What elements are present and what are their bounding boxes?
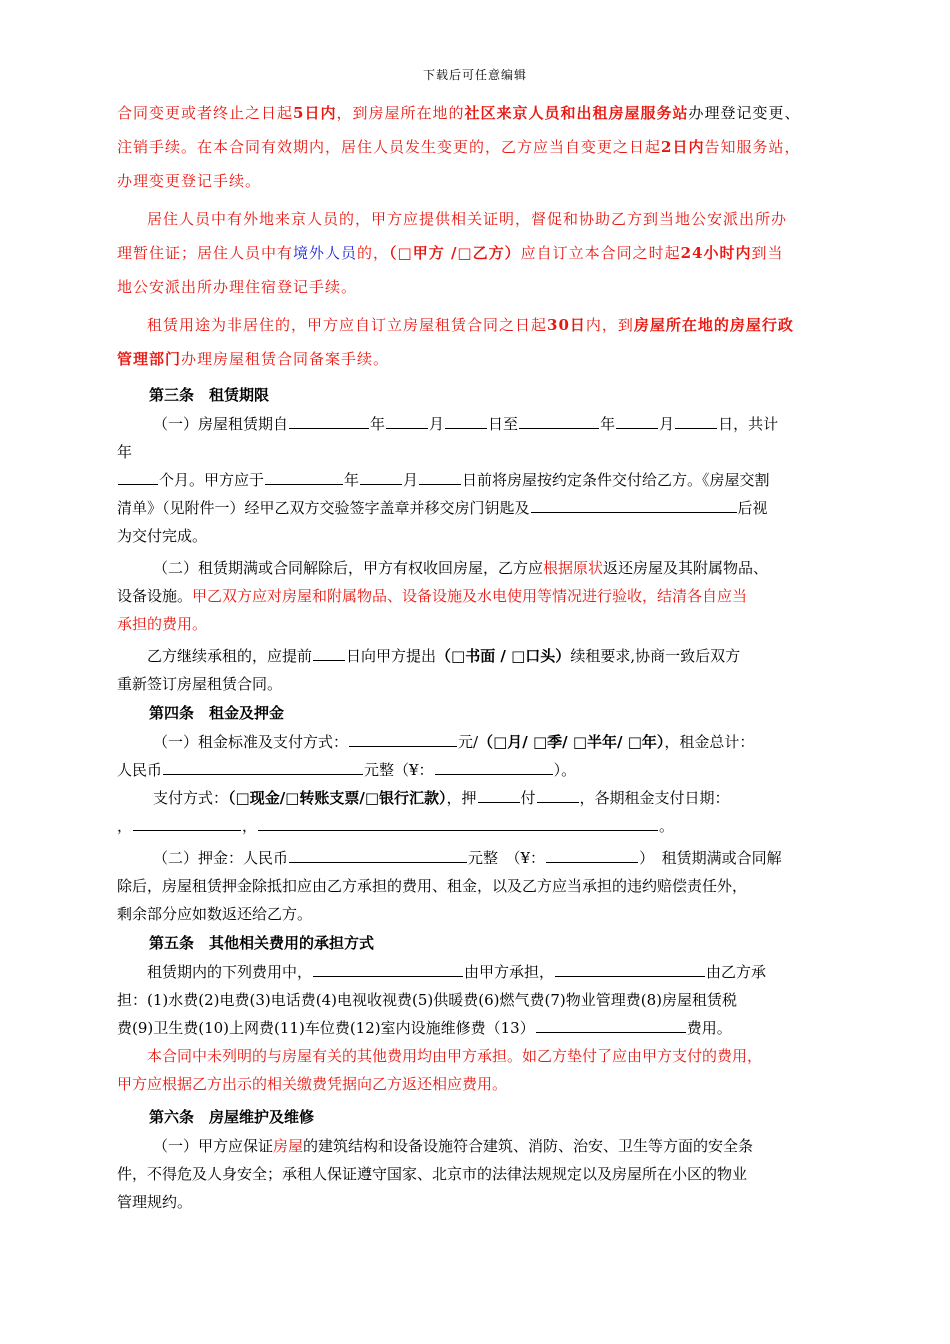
checkbox-option-text: （□书面 / □口头） (436, 647, 571, 665)
text: 月 (429, 415, 445, 433)
text: （一）房屋租赁期自 (153, 415, 289, 433)
article-4-body (117, 728, 837, 928)
text: 元整 （¥： (468, 849, 546, 867)
blank-field[interactable] (313, 645, 345, 661)
article-5-title: 第五条 其他相关费用的承担方式 (149, 934, 375, 952)
text: 人民币 (117, 761, 163, 779)
blank-field[interactable] (349, 731, 457, 747)
text: 合同变更或者终止之日起 (117, 104, 294, 122)
text: 居住人员中有外地来京人员的，甲方应提供相关证明，督促和协助乙方到当地公安派出所办 (147, 210, 788, 228)
text: ）。 (553, 761, 577, 779)
text-red: 本合同中未列明的与房屋有关的其他费用均由甲方承担。如乙方垫付了应由甲方支付的费用， (147, 1047, 763, 1065)
text: 个月。甲方应于 (159, 471, 265, 489)
blank-field[interactable] (118, 469, 158, 485)
text: ） 租赁期满或合同解 (639, 849, 782, 867)
residence-registration-paragraph (117, 202, 837, 304)
blank-field[interactable] (531, 497, 737, 513)
text-bold: 房屋所在地的房屋行政 (633, 316, 794, 334)
blank-field[interactable] (289, 413, 369, 429)
text: 清单》（见附件一）经甲乙双方交验签字盖章并移交房门钥匙及 (117, 499, 530, 517)
text: 元整（¥： (364, 761, 434, 779)
filing-paragraph (117, 308, 837, 376)
text-red: 甲乙双方应对房屋和附属物品、设备设施及水电使用等情况进行验收，结清各自应当 (192, 587, 748, 605)
text: （一）甲方应保证 (153, 1137, 274, 1155)
text: ，到房屋所在地的 (336, 104, 465, 122)
text: 元/ (458, 733, 479, 751)
text-bold: 社区来京人员和出租房屋服务站 (464, 104, 689, 122)
text: 重新签订房屋租赁合同。 (117, 675, 283, 693)
text: 理暂住证；居住人员中有 (117, 244, 294, 262)
blank-field[interactable] (478, 787, 520, 803)
text: 租赁用途为非居住的，甲方应自订立房屋租赁合同之日起 (147, 316, 548, 334)
text: 注销手续。在本合同有效期内，居住人员发生变更的，乙方应当自变更之日起 (117, 138, 662, 156)
text-bold: 管理部门 (117, 350, 182, 368)
text: 由乙方承 (706, 963, 767, 981)
text-red: 房屋 (273, 1137, 304, 1155)
text: 告知服务站， (704, 138, 801, 156)
text: ，押 (446, 789, 477, 807)
text: 办理房屋租赁合同备案手续。 (181, 350, 390, 368)
checkbox-option-text: （□现金/□转账支票/□银行汇款） (228, 789, 447, 807)
text: 后视 (737, 499, 768, 517)
blank-field[interactable] (546, 847, 638, 863)
blank-field[interactable] (386, 413, 428, 429)
text-red: 根据原状 (543, 559, 604, 577)
text: 费(9)卫生费(10)上网费(11)车位费(12)室内设施维修费（13） (117, 1019, 535, 1037)
text: 剩余部分应如数返还给乙方。 (117, 905, 313, 923)
text: 日前将房屋按约定条件交付给乙方。《房屋交割 (462, 471, 770, 489)
text: ， (242, 817, 258, 835)
text: 。 (659, 817, 675, 835)
text: （二）租赁期满或合同解除后，甲方有权收回房屋，乙方应 (153, 559, 544, 577)
text: 年 (344, 471, 360, 489)
text: 年 (370, 415, 386, 433)
blank-field[interactable] (360, 469, 402, 485)
blank-field[interactable] (519, 413, 599, 429)
text: 办理登记变更、 (688, 104, 801, 122)
text: ，各期租金支付日期： (579, 789, 730, 807)
checkbox-option-text: （□月/ □季/ □半年/ □年） (478, 733, 665, 751)
text: 续租要求,协商一致后双方 (570, 647, 741, 665)
text: 设备设施。 (117, 587, 193, 605)
text-bold: 30日 (547, 316, 586, 334)
text: 除后，房屋租赁押金除抵扣应由乙方承担的费用、租金，以及乙方应当承担的违约赔偿责任外， (117, 877, 748, 895)
text: ， (117, 817, 133, 835)
article-3-body (117, 410, 837, 698)
text: 到当 (751, 244, 784, 262)
text: 日，共计 (718, 415, 779, 433)
checkbox-option-text: （□甲方 /□乙方） (389, 244, 521, 262)
article-6-body (117, 1132, 837, 1216)
blank-field[interactable] (419, 469, 461, 485)
article-3-title: 第三条 租赁期限 (149, 386, 270, 404)
article-5-body (117, 958, 837, 1098)
text: 月 (403, 471, 419, 489)
text-red: 承担的费用。 (117, 615, 208, 633)
text: 管理规约。 (117, 1193, 193, 1211)
text: 支付方式： (153, 789, 229, 807)
registration-change-paragraph (117, 96, 837, 198)
text: 的建筑结构和设备设施符合建筑、消防、治安、卫生等方面的安全条 (303, 1137, 754, 1155)
blank-field[interactable] (536, 1017, 686, 1033)
blank-field[interactable] (258, 815, 658, 831)
text: 件，不得危及人身安全；承租人保证遵守国家、北京市的法律法规规定以及房屋所在小区的物业 (117, 1165, 748, 1183)
text: 内，到 (585, 316, 634, 334)
blank-field[interactable] (313, 961, 463, 977)
text: 租赁期内的下列费用中， (147, 963, 313, 981)
blank-field[interactable] (133, 815, 241, 831)
text-red: 甲方应根据乙方出示的相关缴费凭据向乙方返还相应费用。 (117, 1075, 508, 1093)
blank-field[interactable] (163, 759, 363, 775)
blank-field[interactable] (537, 787, 579, 803)
text: 年 (117, 443, 133, 461)
text: 日向甲方提出 (346, 647, 437, 665)
text: 由甲方承担， (464, 963, 555, 981)
text: 费用。 (686, 1019, 732, 1037)
text: 办理变更登记手续。 (117, 172, 262, 190)
text: 日至 (488, 415, 519, 433)
text: 为交付完成。 (117, 527, 208, 545)
text: 应自订立本合同之时起 (520, 244, 681, 262)
text: 返还房屋及其附属物品、 (603, 559, 769, 577)
text: 付 (520, 789, 536, 807)
blank-field[interactable] (289, 847, 467, 863)
blank-field[interactable] (445, 413, 487, 429)
text-bold: 5日内 (293, 104, 337, 122)
text: 地公安派出所办理住宿登记手续。 (117, 278, 358, 296)
text: 月 (659, 415, 675, 433)
blank-field[interactable] (555, 961, 705, 977)
article-4-title: 第四条 租金及押金 (149, 704, 285, 722)
text-bold: 24小时内 (680, 244, 752, 262)
text-link: 境外人员 (293, 244, 358, 262)
document-body (117, 96, 837, 1216)
text: ，租金总计： (664, 733, 755, 751)
text: 乙方继续承租的，应提前 (147, 647, 313, 665)
text-bold: 2日内 (661, 138, 705, 156)
page-header: 下载后可任意编辑 (422, 68, 527, 82)
text: （二）押金：人民币 (153, 849, 289, 867)
text: （一）租金标准及支付方式： (153, 733, 349, 751)
text: 担：(1)水费(2)电费(3)电话费(4)电视收视费(5)供暖费(6)燃气费(7)物业管理费(8)房屋租赁税 (117, 991, 737, 1009)
article-6-title: 第六条 房屋维护及维修 (149, 1108, 315, 1126)
blank-field[interactable] (616, 413, 658, 429)
text: 年 (600, 415, 616, 433)
blank-field[interactable] (675, 413, 717, 429)
text: 的， (357, 244, 390, 262)
blank-field[interactable] (435, 759, 553, 775)
blank-field[interactable] (265, 469, 343, 485)
